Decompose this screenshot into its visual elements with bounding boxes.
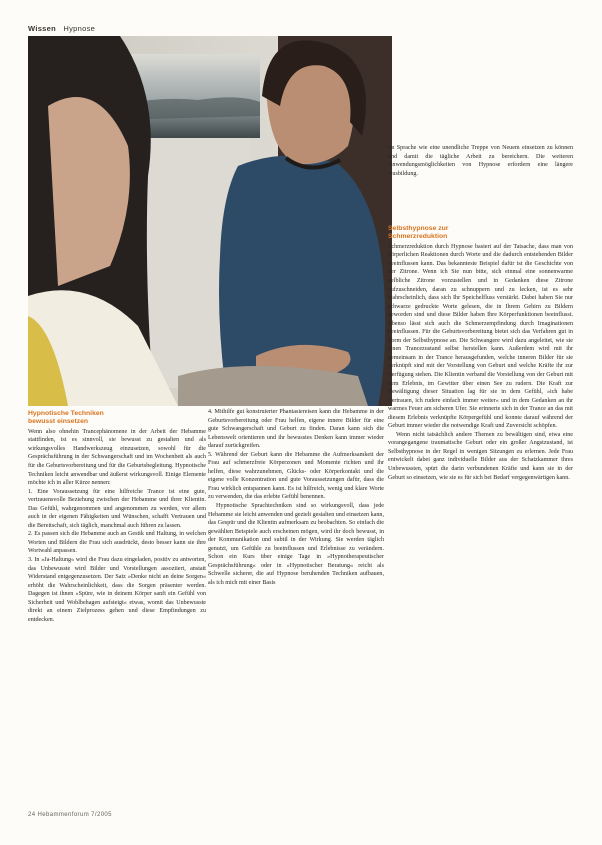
section1-point-1: 1. Eine Voraussetzung für eine hilfreiche Trance ist eine gute, vertrauensvolle Beziehung zwischen der Hebamme und ihrer Klientin. Das Gefühl, wahrgenommen und angenommen zu werden, vor allem auch in der eigenen Fähigkeiten und Wünschen, schafft Vertrauen und die Bereitschaft, sich täglich, manchmal auch führen zu lassen.	[28, 488, 206, 529]
topic-label: Hypnose	[63, 24, 96, 33]
middle-column	[208, 408, 384, 808]
section1-point-3: 3. In »Ja-Haltung« wird die Frau dazu eingeladen, positiv zu antworten, das Unbewusste wird Bilder und Vorstellungen assoziiert, anstatt Widerstand entgegenzusetzen. Der Satz »Denke nicht an deine Sorgen« erhöht die Wahrscheinlichkeit, dass die Sorgen präsenter werden. Dagegen ist ihnen »Spüre, wie in deinem Körper sanft ein Gefühl von Sicherheit und Wohlbehagen aufsteigt« etwas, womit das Unbewusste direkt an einem Zielprozess gehen und diese Empfindungen zu entdecken.	[28, 557, 206, 623]
section1-point-2: 2. Es passen sich die Hebamme auch an Gestik und Haltung, in welchen Worten und Bildern die Frau sich ausdrückt, desto besser kann sie ihre Wortwahl anpassen.	[28, 531, 206, 555]
section1-closing: Hypnotische Sprachtechniken sind so wirkungsvoll, dass jede Hebamme sie leicht anwenden und gezielt gestalten und einsetzen kann, das Gespür und die Klientin aufmerksam zu beobachten. So einfach die gewählten Beispiele auch erscheinen mögen, wird ihr doch bewusst, in der Kommunikation und subtil in der Wirkung. Sie werden täglich genutzt, um Gefühle zu beeinflussen und Erlebnisse zu verändern. Schon ein Kurs über einige Tage in »Hypnotherapeutischer Gesprächsführung« oder in »Hypnotischer Beratung« reicht als Schwelle sicherer, die auf Hypnose beruhenden Techniken aufbauen, als ich mich mit einer Basis	[208, 503, 384, 586]
photo-illustration	[28, 36, 392, 406]
section2-paragraph-1: Schmerzreduktion durch Hypnose basiert auf der Tatsache, dass man von körperlichen Reaktionen durch Worte und die dadurch entstehenden Bilder beeinflussen kann. Das bekannteste Beispiel dafür ist die Geschichte von der Zitrone. Wenn ich Sie nun bitte, sich einmal eine sonnenwarme gelbliche Zitrone vorzustellen und in Gedanken diese Zitrone aufzuschneiden, daran zu schnuppern und zu lecken, ist es sehr wahrscheinlich, dass sich Ihr Speichelfluss verstärkt. Dabei haben Sie nur schwarze gedruckte Worte gelesen, die in Ihrem Gehirn zu Bildern geworden sind und diese Bilder haben Ihre Körperfunktionen beeinflusst. Ebenso lässt sich auch die Schmerzempfindung durch Imaginationen beeinflussen. Für die Geburtsvorbereitung bietet sich das Verfahren gut in Form der Selbsthypnose an. Die Schwangere wird dazu angeleitet, wie sie einen Trancezustand selbst herstellen kann. Außerdem wird mit ihr gemeinsam in der Trance herausgefunden, welche inneren Bilder für sie verknüpft sind mit der Vorstellung von Geburt und welche Kräfte ihr zur Verfügung stehen. Die Klientin verband die Vorstellung von der Geburt mit dem Erlebnis, im Gewitter über einen See zu rudern. Die Kraft zur Bewältigung dieser Situation lag für sie in dem Gefühl, »ich habe Vertrauen, ich rudere einfach immer weiter« und in dem Gedanken an ihr warmes Feuer am sicheren Ufer. Sie erinnerte sich in der Trance an das mit diesem Erlebnis verknüpfte Körpergefühl und konnte darauf während der Geburt immer wieder die notwendige Kraft und Zuversicht schöpfen.	[388, 243, 573, 430]
section2-heading-line1: Selbsthypnose zur	[388, 225, 449, 232]
intro-continuation: im Sprache wie eine unendliche Treppe von Neuem einsetzen zu können und damit die tägliche Arbeit zu bereichern. Die weiteren Anwendungsmöglichkeiten von Hypnose erfordern eine längere Ausbildung.	[388, 145, 573, 177]
left-column	[28, 410, 206, 808]
section1-heading-line1: Hypnotische Techniken	[28, 410, 104, 417]
section-label: Wissen	[28, 24, 56, 33]
right-column-top	[388, 144, 573, 222]
section2-heading	[388, 225, 573, 242]
section1-point-5: 5. Während der Geburt kann die Hebamme die Aufmerksamkeit der Frau auf schmerzfreie Körperzonen und Momente richten und ihr helfen, diese wahrzunehmen, Glücks- oder Körperkontakt und die eigene volle Konzentration und gute Voraussetzungen dafür, dass die Frau wirklich entspannen kann. Es ist hilfreich, wenig und klare Worte zu verwenden, die das erlebte Gefühl benennen.	[208, 451, 384, 501]
section1-paragraph-1: Wenn also ohnehin Trancephänomene in der Arbeit der Hebamme stattfinden, ist es sinnvoll, sie bewusst zu gestalten und als wirkungsvolles Handwerkszeug einzusetzen, sowohl für die Gesprächsführung in der Schwangerschaft und im Wochenbett als auch für die Geburtsvorbereitung und für die Geburtsbegleitung. Hypnotische Techniken leicht anwendbar und äußerst wirkungsvoll. Einige Elemente möchte ich in aller Kürze nennen:	[28, 428, 206, 487]
section1-heading	[28, 410, 206, 427]
section2-paragraph-2: Wenn nicht tatsächlich andere Themen zu bewältigen sind, etwa eine vorangegangene traumatische Geburt oder ein großer Angstzustand, ist Selbsthypnose in der Regel in wenigen Sitzungen zu erlernen. Jede Frau entwickelt dabei ganz individuelle Bilder aus der Schatzkammer ihres Unbewussten, spürt die darin verbundenen Kräfte und kann sie in der Geburt so einsetzen, wie sie es für sich bei Bedarf vergegenwärtigen kann.	[388, 431, 573, 481]
section1-point-4: 4. Mithilfe gut konstruierter Phantasiereisen kann die Hebamme in der Geburtsvorbereitung oder Frau helfen, eigene innere Bilder für eine gute Schwangerschaft und Geburt zu finden. Daran kann sich die Lebenswelt orientieren und ihr bewusstes Denken kann immer wieder darauf zurückgreifen.	[208, 409, 384, 450]
page-footer: 24 Hebammenforum 7/2005	[28, 812, 112, 818]
page-header	[28, 24, 95, 33]
section1-heading-line2: bewusst einsetzen	[28, 418, 89, 426]
right-column	[388, 225, 573, 807]
article-photo	[28, 36, 392, 406]
section2-heading-line2: Schmerzreduktion	[388, 233, 448, 241]
